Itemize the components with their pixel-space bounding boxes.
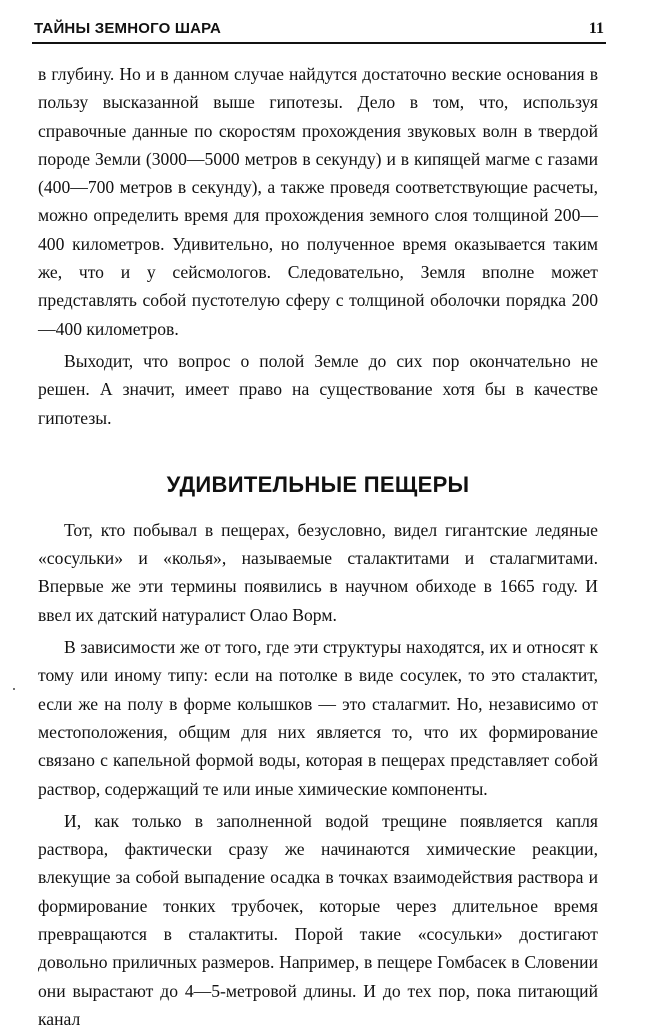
page-header xyxy=(32,14,606,44)
paragraph-continuation: в глубину. Но и в данном случае найдутся достаточно веские основания в пользу высказанной выше гипотезы. Дело в том, что, используя справочные данные по скоростям прохождения звуковых волн в твердой породе Земли (3000—5000 метров в секунду) и в кипящей магме с газами (400—700 метров в секунду), а также проведя соответствующие расчеты, можно определить время для прохождения земного слоя толщиной 200—400 километров. Удивительно, но полученное время оказывается таким же, что и у сейсмологов. Следовательно, Земля вполне может представлять собой пустотелую сферу с толщиной оболочки порядка 200—400 километров. xyxy=(38,64,598,339)
margin-speck xyxy=(13,688,15,690)
page-body xyxy=(38,60,598,1033)
section-paragraph-2: В зависимости же от того, где эти структуры находятся, их и относят к тому или иному типу: если на потолке в виде сосулек, то это сталактит, если же на полу в форме колышков — это сталагмит. Но, независимо от местоположения, общим для них является то, что их формирование связано с капельной формой воды, которая в пещерах представляет собой раствор, содержащий те или иные химические компоненты. xyxy=(38,637,598,799)
paragraph-conclusion: Выходит, что вопрос о полой Земле до сих пор окончательно не решен. А значит, имеет право на существование хотя бы в качестве гипотезы. xyxy=(38,350,598,428)
section-paragraph-3: И, как только в заполненной водой трещине появляется капля раствора, фактически сразу же начинаются химические реакции, влекущие за собой выпадение осадка в точках взаимодействия раствора и формирование тонких трубочек, которые через длительное время превращаются в сталактиты. Порой такие «сосульки» достигают довольно приличных размеров. Например, в пещере Гомбасек в Словении они вырастают до 4—5-метровой длины. И до тех пор, пока питающий канал xyxy=(38,810,598,1029)
page-number: 11 xyxy=(588,20,604,37)
running-title: ТАЙНЫ ЗЕМНОГО ШАРА xyxy=(34,20,222,37)
section-paragraph-1: Тот, кто побывал в пещерах, безусловно, видел гигантские ледяные «сосульки» и «колья», называемые сталактитами и сталагмитами. Впервые же эти термины появились в научном обиходе в 1665 году. И ввел их датский натуралист Олао Ворм. xyxy=(38,519,598,625)
section-heading: УДИВИТЕЛЬНЫЕ ПЕЩЕРЫ xyxy=(166,471,470,497)
